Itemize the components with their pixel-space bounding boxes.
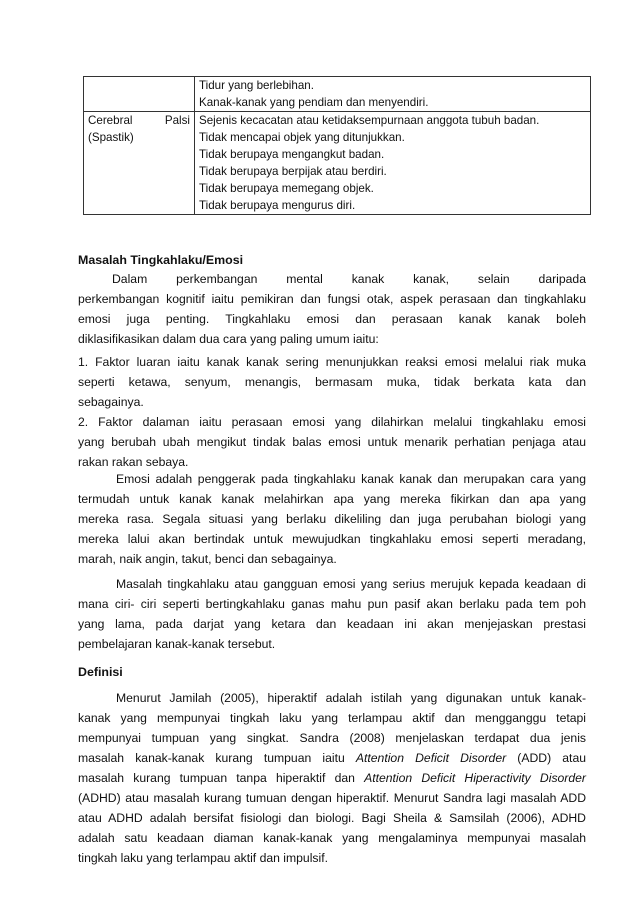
text-line: Masalah tingkahlaku atau gangguan emosi yang serius merujuk kepada keadaan di (116, 577, 586, 591)
symptom-line: Sejenis kecacatan atau ketidaksempurnaan anggota tubuh badan. (199, 114, 540, 127)
text-line: kanak yang mempunyai tingkah laku yang terlampau aktif dan mengganggu tetapi (78, 711, 586, 725)
text-line: Menurut Jamilah (2005), hiperaktif adalah istilah yang digunakan untuk kanak- (116, 691, 586, 705)
symptom-line: Tidak berupaya mengurus diri. (199, 199, 356, 212)
symptom-line: Kanak-kanak yang pendiam dan menyendiri. (199, 96, 429, 109)
text-line (78, 768, 586, 788)
text-line (78, 748, 586, 768)
condition-word: Palsi (164, 114, 190, 127)
table-row (84, 112, 591, 215)
italic-term: Attention Deficit Disorder (355, 751, 507, 765)
text-line: mereka lalui akan bertindak untuk mewujudkan tingkahlaku emosi seperti meradang, (78, 532, 586, 546)
factor-list (78, 352, 586, 472)
text-line: atau ADHD adalah bersifat fisiologi dan biologi. Bagi Sheila & Samsilah (2006), ADHD (78, 811, 586, 825)
symptom-line: Tidur yang berlebihan. (199, 79, 314, 92)
text-line: 1. Faktor luaran iaitu kanak kanak sering menunjukkan reaksi emosi melalui riak muka (78, 355, 586, 369)
text-line: mempunyai tumpuan yang singkat. Sandra (2008) menjelaskan terdapat dua jenis (78, 731, 586, 745)
behavior-paragraph (78, 574, 586, 654)
italic-term: Attention Deficit Hiperactivity Disorder (364, 771, 586, 785)
text-line: 2. Faktor dalaman iaitu perasaan emosi yang dilahirkan melalui tingkahlaku emosi (78, 415, 586, 429)
text-line: rakan rakan sebaya. (78, 455, 189, 469)
text-line: Emosi adalah penggerak pada tingkahlaku kanak kanak dan merupakan cara yang (116, 472, 586, 486)
text-line: tingkah laku yang terlampau aktif dan impulsif. (78, 851, 328, 865)
section-heading: Definisi (78, 665, 123, 679)
table-cell-condition (84, 112, 195, 215)
intro-paragraph (78, 269, 586, 349)
condition-type: (Spastik) (88, 131, 134, 144)
text-line: emosi juga penting. Tingkahlaku emosi dan perasaan kanak kanak boleh (78, 312, 586, 326)
text-line: termudah untuk kanak kanak melahirkan apa yang mereka fikirkan dan apa yang (78, 492, 586, 506)
table-row (84, 77, 591, 112)
symptom-line: Tidak berupaya memegang objek. (199, 182, 374, 195)
text-line: Dalam perkembangan mental kanak kanak, selain daripada (112, 272, 586, 286)
text-segment: masalah kanak-kanak kurang tumpuan iaitu (78, 751, 356, 765)
text-line: (ADHD) atau masalah kurang tumuan dengan hiperaktif. Menurut Sandra lagi masalah ADD (78, 791, 586, 805)
text-line: seperti ketawa, senyum, menangis, bermasam muka, tidak berkata kata dan (78, 375, 586, 389)
condition-word: Cerebral (88, 114, 133, 127)
table-cell-symptoms (195, 77, 591, 112)
emotion-paragraph (78, 469, 586, 569)
text-line: diklasifikasikan dalam dua cara yang paling umum iaitu: (78, 332, 379, 346)
text-line: adalah satu keadaan diaman kanak-kanak yang mengalaminya mempunyai masalah (78, 831, 586, 845)
disorder-table (83, 76, 591, 215)
text-segment: (ADD) atau (506, 751, 587, 765)
symptom-line: Tidak berupaya berpijak atau berdiri. (199, 165, 387, 178)
symptom-line: Tidak berupaya mengangkut badan. (199, 148, 385, 161)
text-line: yang berubah ubah mengikut tindak balas emosi untuk menarik perhatian penjaga atau (78, 435, 586, 449)
text-line: pembelajaran kanak-kanak tersebut. (78, 637, 276, 651)
table-cell-empty (84, 77, 195, 112)
text-line: yang lama, pada darjat yang ketara dan keadaan ini akan menjejaskan prestasi (78, 617, 586, 631)
text-line: mereka rasa. Segala situasi yang berlaku dikeliling dan juga perubahan biologi yang (78, 512, 586, 526)
condition-name (88, 112, 190, 129)
section-heading: Masalah Tingkahlaku/Emosi (78, 253, 244, 267)
text-segment: masalah kurang tumpuan tanpa hiperaktif dan (78, 771, 365, 785)
definition-paragraph (78, 688, 586, 868)
table-cell-symptoms (195, 112, 591, 215)
text-line: mana ciri- ciri seperti bertingkahlaku ganas mahu pun pasif akan berlaku pada tem poh (78, 597, 586, 611)
text-line: marah, naik angin, takut, benci dan sebagainya. (78, 552, 337, 566)
text-line: sebagainya. (78, 395, 144, 409)
text-line: perkembangan kognitif iaitu pemikiran dan fungsi otak, aspek perasaan dan tingkahlaku (78, 292, 586, 306)
symptom-line: Tidak mencapai objek yang ditunjukkan. (199, 131, 405, 144)
